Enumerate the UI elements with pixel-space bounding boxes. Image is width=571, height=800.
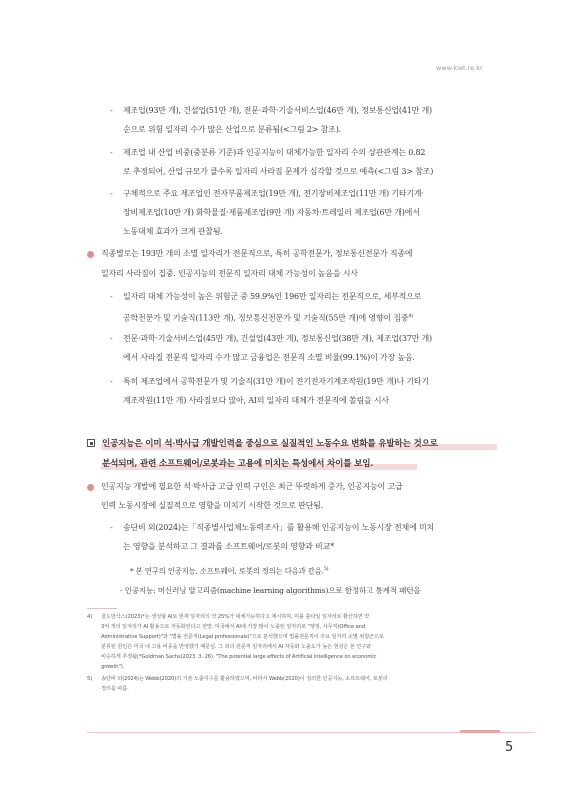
page-number: 5 (505, 740, 514, 755)
footnote-line: 분류된 원인은 미국 내 고용 비중을 반영했기 때문임. 그 외의 전문직 일자리에서 AI 자동화 노출도가 높은 현상은 본 연구와 (101, 644, 372, 650)
footnote-line: Administrative Support)"과 "법률 전문직(Legal professionals)"으로 분석했으며 법률전문직이 주요 일자리 소멸 위험군으로 (101, 634, 384, 640)
body-line: 제조업(93만 개), 건설업(51만 개), 전문·과학·기술서비스업(46만 개), 정보통신업(41만 개) (123, 106, 432, 115)
body-line: 일자리 사라짐이 집중. 인공지능의 전문직 일자리 대체 가능성이 높음을 시사 (101, 269, 358, 278)
dash-marker: - (110, 334, 113, 343)
body-line: 공학전문가 및 기술직(113만 개), 정보통신전문가 및 기술직(55만 개)에 영향이 집중$^{4)}$ (123, 313, 414, 323)
note-line: - 인공지능: 머신러닝 알고리즘(machine learning algorithms)으로 한정하고 통계적 패턴을 (120, 586, 421, 595)
footnote-line: 송단비 외(2024)는 Webb(2020)의 기술 노출지수를 활용하였으며, 따라서 Webb(2020)이 정의한 인공지능, 소프트웨어, 로봇의 (101, 676, 388, 682)
body-line: 로 추정되어, 산업 규모가 클수록 일자리 사라짐 문제가 심각할 것으로 예측(<그림 3> 참조) (123, 167, 434, 176)
square-bullet-icon (87, 439, 95, 447)
footnote-number: 5) (87, 676, 93, 682)
footnote-line: 3억 개의 일자리가 AI 활용으로 자동화된다고 전망. 미국에서 AI에 가장 많이 노출된 일자리로 "행정, 사무직(Office and (101, 624, 366, 630)
body-line: 제조업 내 산업 비중(중분류 기준)과 인공지능이 대체가능한 일자리 수의 상관관계는 0.82 (123, 148, 426, 157)
body-line: 노동대체 효과가 크게 관찰됨. (123, 227, 223, 236)
body-line: 직종별로는 193만 개의 소멸 일자리가 전문직으로, 특히 공학전문가, 정보통신전문가 직종에 (101, 249, 413, 258)
dash-marker: - (110, 189, 113, 198)
footnote-separator (87, 608, 117, 609)
footnote-line: 골드만삭스(2023)*는 생성형 AI로 현재 일자리의 약 25%가 대체가능하다고 제시하며, 미룰 출타일 일자리로 환산하면 약 (101, 614, 370, 620)
body-line: 에서 사라질 전문직 일자리 수가 많고 금융업은 전문직 소멸 비율(99.1%)이 가장 높음. (123, 353, 415, 362)
body-line: 계조작원(11만 개) 사라짐보다 많아, AI의 일자리 대체가 전문직에 쏠림을 시사 (123, 396, 389, 405)
body-line: 인력 노동시장에 실질적으로 영향을 미치기 시작한 것으로 판단됨. (101, 501, 323, 510)
footnote-line: 비슷하게 추정됨(*Goldman Sachs(2023. 3. 26). "The potential large effects of Artificial Intelligence on economic (101, 654, 377, 660)
dash-marker: - (110, 377, 113, 386)
body-line: 는 영향을 분석하고 그 결과를 소프트웨어/로봇의 영향과 비교* (123, 542, 334, 551)
dash-marker: - (110, 106, 113, 115)
dash-marker: - (110, 148, 113, 157)
body-line: 순으로 위험 일자리 수가 많은 산업으로 분류됨(<그림 2> 참조). (123, 125, 341, 134)
dash-marker: - (110, 523, 113, 532)
footnote-line: growth"). (101, 664, 125, 670)
footnote-number: 4) (87, 614, 93, 620)
dash-marker: - (110, 292, 113, 301)
headline-line: 인공지능은 이미 석·박사급 개발인력을 중심으로 실질적인 노동수요 변화를 유발하는 것으로 (102, 439, 438, 449)
bullet-dot (87, 251, 94, 258)
bottom-accent (460, 730, 500, 733)
footnote-line: 정의를 따름. (101, 686, 129, 692)
site-url: www.kiet.re.kr (436, 64, 483, 72)
bullet-dot (87, 484, 94, 491)
body-line: 전문·과학·기술서비스업(45만 개), 건설업(43만 개), 정보통신업(38만 개), 제조업(37만 개) (123, 334, 432, 343)
body-line: 일자리 대체 가능성이 높은 위험군 중 59.9%인 196만 일자리는 전문직으로, 세부적으로 (123, 292, 422, 301)
headline-line: 분석되며, 관련 소프트웨어/로봇과는 고용에 미치는 특성에서 차이를 보임. (102, 459, 374, 469)
body-line: 특히 제조업에서 공학전문가 및 기술직(31만 개)이 전기전자기계조작원(19만 개)나 기타기 (123, 377, 429, 386)
body-line: 장비제조업(10만 개) 화학물질·제품제조업(9만 개) 자동차·트레일러 제조업(6만 개)에서 (123, 208, 420, 217)
note-line: * 본 연구의 인공지능, 소프트웨어, 로봇의 정의는 다음과 같음.$^{5)}$ (130, 566, 329, 576)
body-line: 송단비 외(2024)는「직종별사업체노동력조사」를 활용해 인공지능이 노동시장 전체에 미치 (123, 523, 435, 532)
body-line: 구체적으로 주요 제조업인 전자부품제조업(19만 개), 전기장비제조업(11만 개) 기타기계· (123, 189, 424, 198)
body-line: 인공지능 개발에 필요한 석·박사급 고급 인력 구인은 최근 뚜렷하게 증가, 인공지능이 고급 (101, 482, 403, 491)
